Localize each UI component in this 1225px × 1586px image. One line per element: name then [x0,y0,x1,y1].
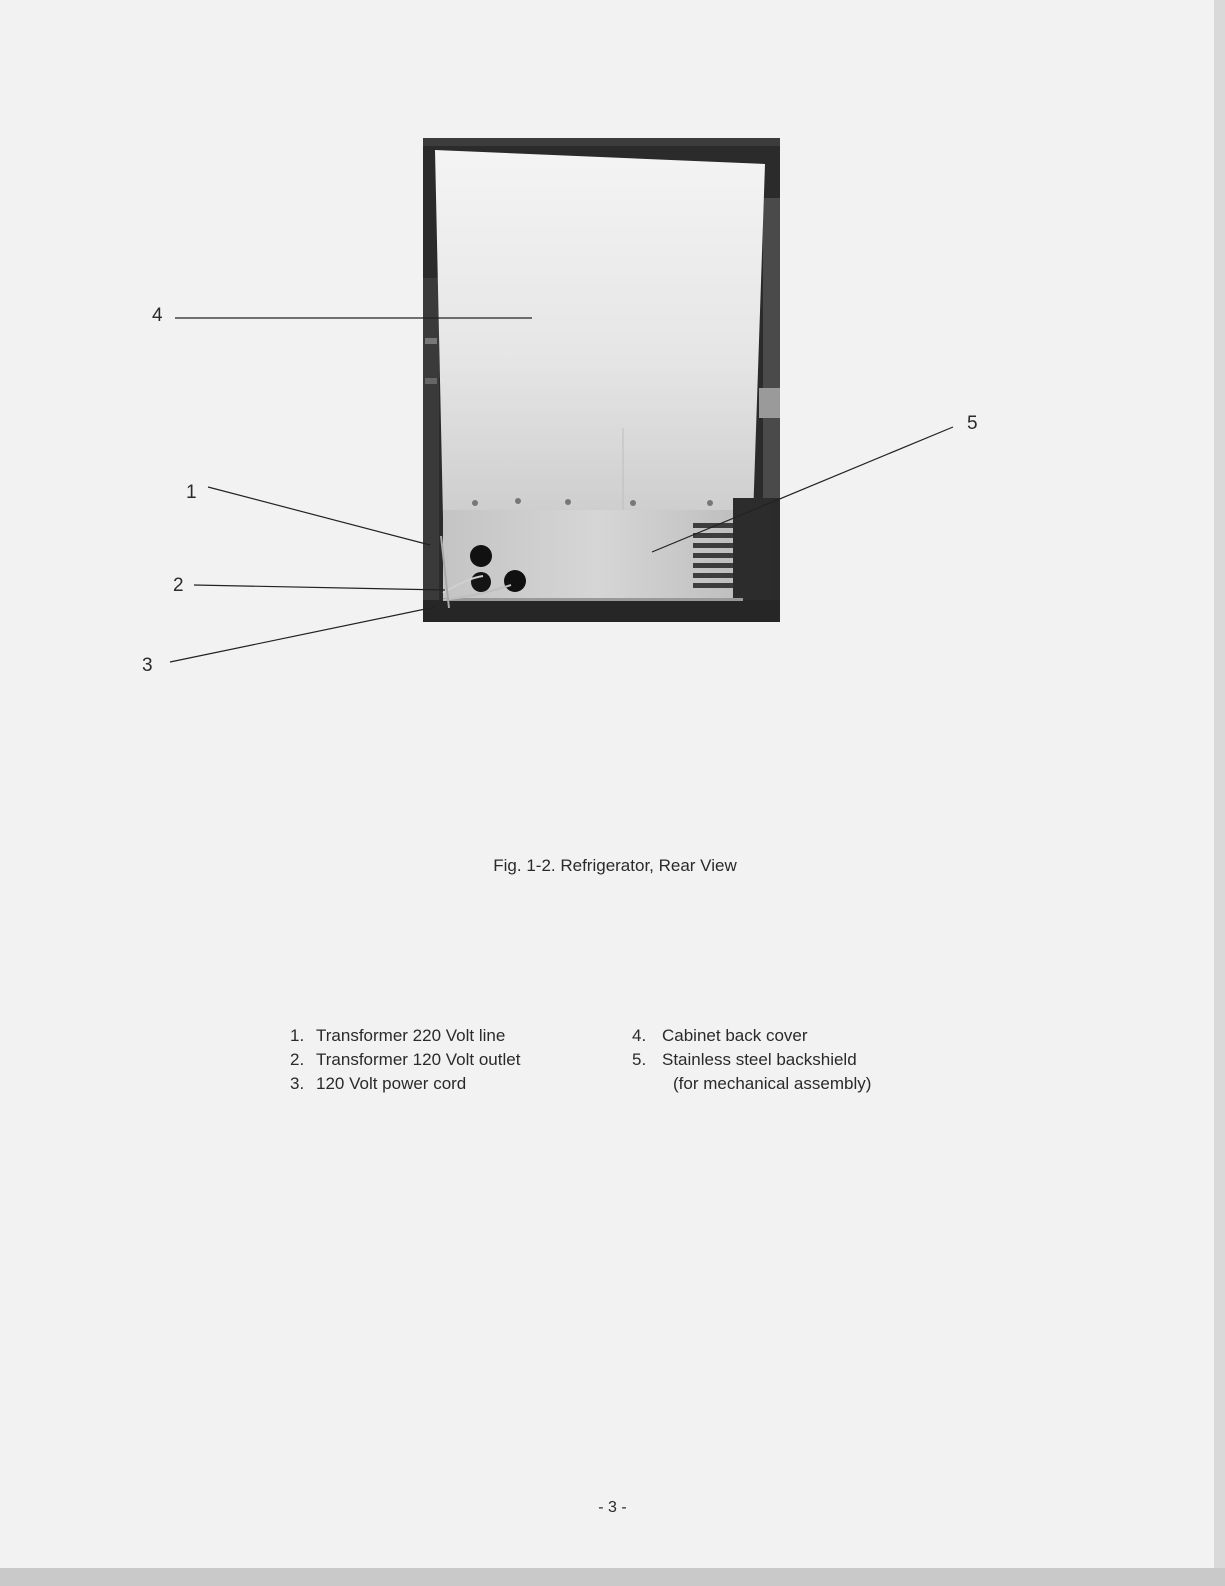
callout-number-3: 3 [142,655,153,676]
figure-caption [0,856,1225,876]
legend-item-number: 3. [290,1074,305,1093]
legend-item [290,1072,520,1096]
callout-number-5: 5 [967,413,978,434]
legend-item [632,1048,871,1072]
legend-item-number: 2. [290,1050,305,1069]
legend-item [290,1024,520,1048]
legend-item-text: Transformer 120 Volt outlet [316,1050,521,1069]
legend-item [632,1024,871,1048]
callout-number-2: 2 [173,575,184,596]
legend-left-column [290,1024,520,1096]
leader-line-1 [208,487,430,545]
figure-refrigerator-rear-view [0,0,1225,700]
scan-edge-bottom [0,1568,1225,1586]
leader-line-5 [652,427,953,552]
legend-item-number: 1. [290,1026,305,1045]
legend-item-number: 5. [632,1050,647,1069]
legend-item-text: Cabinet back cover [662,1026,808,1045]
callout-number-1: 1 [186,482,197,503]
legend-item [290,1048,520,1072]
callout-number-4: 4 [152,305,163,326]
legend-item-text: Transformer 220 Volt line [316,1026,506,1045]
legend-item-text: Stainless steel backshield [662,1050,857,1069]
page-number: - 3 - [598,1499,627,1516]
figure-caption-text: Fig. 1-2. Refrigerator, Rear View [493,856,737,875]
callout-leader-lines [0,0,1225,700]
legend-item-number: 4. [632,1026,647,1045]
legend-right-column [632,1024,871,1096]
legend-item-text: 120 Volt power cord [316,1074,467,1093]
leader-line-2 [194,585,445,590]
leader-line-3 [170,607,435,662]
legend-item-continuation: (for mechanical assembly) [673,1074,872,1093]
